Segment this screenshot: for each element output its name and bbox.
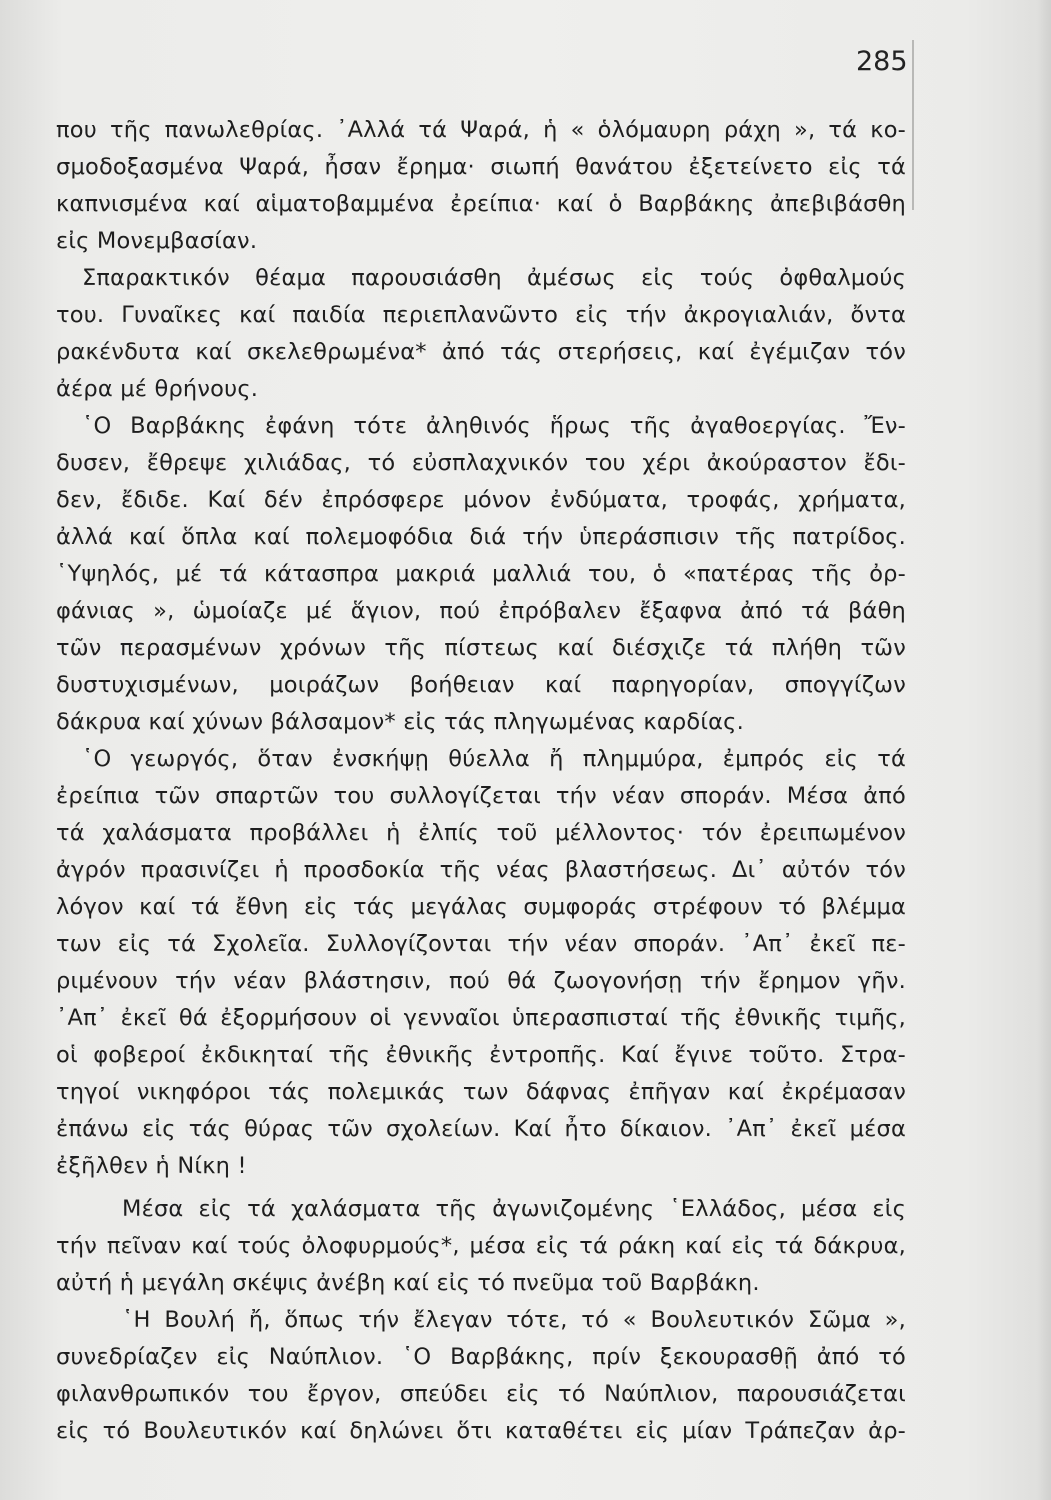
text-line: Μέσα εἰς τά χαλάσματα τῆς ἀγωνιζομένης ῾Ελλάδος, μέσα εἰς: [122, 1196, 906, 1222]
text-line: ῾Ο γεωργός, ὅταν ἐνσκήψῃ θύελλα ἤ πλημμύρα, ἐμπρός εἰς τά: [82, 746, 906, 772]
text-line: αὐτή ἡ μεγάλη σκέψις ἀνέβη καί εἰς τό πνεῦμα τοῦ Βαρβάκη.: [56, 1270, 760, 1296]
paragraph-1: [56, 112, 906, 260]
paragraph-3: [56, 408, 906, 741]
text-line: δάκρυα καί χύνων βάλσαμον* εἰς τάς πληγωμένας καρδίας.: [56, 709, 744, 735]
margin-mark: [912, 40, 914, 210]
text-line: ῾Η Βουλή ἤ, ὅπως τήν ἔλεγαν τότε, τό « Βουλευτικόν Σῶμα »,: [122, 1307, 906, 1333]
page-number: 285: [856, 46, 908, 77]
text-line: ἐπάνω εἰς τάς θύρας τῶν σχολείων. Καί ἦτο δίκαιον. ᾿Απ᾿ ἐκεῖ μέσα: [56, 1116, 906, 1142]
text-line: τά χαλάσματα προβάλλει ἡ ἐλπίς τοῦ μέλλοντος· τόν ἐρειπωμένον: [56, 820, 906, 846]
text-line: που τῆς πανωλεθρίας. ᾿Αλλά τά Ψαρά, ἡ « ὁλόμαυρη ράχη », τά κο-: [56, 117, 906, 143]
paragraph-6: [56, 1302, 906, 1450]
text-line: τήν πεῖναν καί τούς ὀλοφυρμούς*, μέσα εἰς τά ράκη καί εἰς τά δάκρυα,: [56, 1233, 906, 1259]
text-line: οἱ φοβεροί ἐκδικηταί τῆς ἐθνικῆς ἐντροπῆς. Καί ἔγινε τοῦτο. Στρα-: [56, 1042, 906, 1068]
text-line: Σπαρακτικόν θέαμα παρουσιάσθη ἀμέσως εἰς τούς ὀφθαλμούς: [82, 265, 906, 291]
text-line: δεν, ἔδιδε. Καί δέν ἐπρόσφερε μόνον ἐνδύματα, τροφάς, χρήματα,: [56, 487, 906, 513]
text-line: ᾿Απ᾿ ἐκεῖ θά ἐξορμήσουν οἱ γενναῖοι ὑπερασπισταί τῆς ἐθνικῆς τιμῆς,: [56, 1005, 906, 1031]
text-line: τῶν περασμένων χρόνων τῆς πίστεως καί διέσχιζε τά πλήθη τῶν: [56, 635, 906, 661]
text-line: ρακένδυτα καί σκελεθρωμένα* ἀπό τάς στερήσεις, καί ἐγέμιζαν τόν: [56, 339, 906, 365]
text-line: του. Γυναῖκες καί παιδία περιεπλανῶντο εἰς τήν ἀκρογιαλιάν, ὄντα: [56, 302, 906, 328]
text-line: δυστυχισμένων, μοιράζων βοήθειαν καί παρηγορίαν, σπογγίζων: [56, 672, 906, 698]
text-line: καπνισμένα καί αἱματοβαμμένα ἐρείπια· καί ὁ Βαρβάκης ἀπεβιβάσθη: [56, 191, 906, 217]
text-line: τηγοί νικηφόροι τάς πολεμικάς των δάφνας ἐπῆγαν καί ἐκρέμασαν: [56, 1079, 906, 1105]
text-line: φάνιας », ὡμοίαζε μέ ἅγιον, πού ἐπρόβαλεν ἔξαφνα ἀπό τά βάθη: [56, 598, 906, 624]
paragraph-5: [56, 1191, 906, 1302]
text-line: ῾Υψηλός, μέ τά κάτασπρα μακριά μαλλιά του, ὁ «πατέρας τῆς ὀρ-: [56, 561, 906, 587]
text-line: ῾Ο Βαρβάκης ἐφάνη τότε ἀληθινός ἥρως τῆς ἀγαθοεργίας. Ἔν-: [82, 413, 906, 439]
text-line: των εἰς τά Σχολεῖα. Συλλογίζονται τήν νέαν σποράν. ᾿Απ᾿ ἐκεῖ πε-: [56, 931, 906, 957]
page-edge-shadow: [1037, 0, 1051, 1500]
text-line: ἀέρα μέ θρήνους.: [56, 376, 259, 402]
text-line: ἀλλά καί ὅπλα καί πολεμοφόδια διά τήν ὑπεράσπισιν τῆς πατρίδος.: [56, 524, 906, 550]
text-line: λόγον καί τά ἔθνη εἰς τάς μεγάλας συμφοράς στρέφουν τό βλέμμα: [56, 894, 906, 920]
text-line: ἀγρόν πρασινίζει ἡ προσδοκία τῆς νέας βλαστήσεως. Δι᾿ αὐτόν τόν: [56, 857, 906, 883]
text-line: συνεδρίαζεν εἰς Ναύπλιον. ῾Ο Βαρβάκης, πρίν ξεκουρασθῇ ἀπό τό: [56, 1344, 906, 1370]
text-line: εἰς Μονεμβασίαν.: [56, 228, 258, 254]
body-text: [56, 112, 906, 1450]
text-line: εἰς τό Βουλευτικόν καί δηλώνει ὅτι καταθέτει εἰς μίαν Τράπεζαν ἀρ-: [56, 1418, 906, 1444]
text-line: ριμένουν τήν νέαν βλάστησιν, πού θά ζωογονήσῃ τήν ἔρημον γῆν.: [56, 968, 906, 994]
text-line: σμοδοξασμένα Ψαρά, ἦσαν ἔρημα· σιωπή θανάτου ἐξετείνετο εἰς τά: [56, 154, 906, 180]
text-line: ἐρείπια τῶν σπαρτῶν του συλλογίζεται τήν νέαν σποράν. Μέσα ἀπό: [56, 783, 906, 809]
text-line: δυσεν, ἔθρεψε χιλιάδας, τό εὐσπλαχνικόν του χέρι ἀκούραστον ἔδι-: [56, 450, 906, 476]
text-line: ἐξῆλθεν ἡ Νίκη !: [56, 1153, 247, 1179]
text-line: φιλανθρωπικόν του ἔργον, σπεύδει εἰς τό Ναύπλιον, παρουσιάζεται: [56, 1381, 906, 1407]
paragraph-4: [56, 741, 906, 1185]
paragraph-2: [56, 260, 906, 408]
